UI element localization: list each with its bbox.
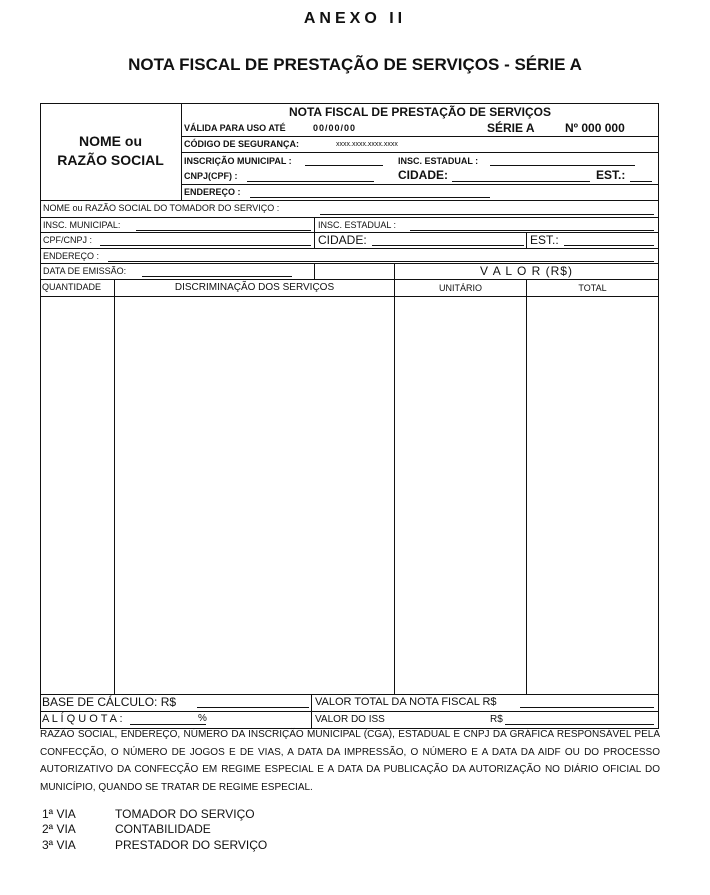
issuer-endereco-label: ENDEREÇO : bbox=[184, 187, 241, 197]
tomador-insc-estadual-label: INSC. ESTADUAL : bbox=[318, 220, 397, 230]
tomador-cpf-label: CPF/CNPJ : bbox=[43, 235, 93, 245]
security-code-label: CÓDIGO DE SEGURANÇA: bbox=[184, 139, 300, 149]
valor-iss-label: VALOR DO ISS bbox=[315, 714, 385, 725]
name-label-1: NOME ou bbox=[79, 133, 142, 149]
data-emissao-label: DATA DE EMISSÃO: bbox=[43, 266, 127, 276]
column-total: TOTAL bbox=[578, 283, 607, 293]
via-3-label: PRESTADOR DO SERVIÇO bbox=[115, 838, 268, 852]
issuer-insc-estadual-line[interactable] bbox=[490, 165, 635, 166]
tomador-cidade-label: CIDADE: bbox=[318, 233, 367, 247]
valor-iss-currency: R$ bbox=[490, 714, 503, 725]
issuer-cnpj-label: CNPJ(CPF) : bbox=[184, 171, 238, 181]
tomador-row-line-1 bbox=[40, 217, 659, 218]
aliquota-line[interactable] bbox=[130, 724, 206, 725]
aliquota-percent: % bbox=[198, 713, 207, 724]
issuer-insc-estadual-label: INSC. ESTADUAL : bbox=[398, 156, 479, 166]
services-area-discriminacao[interactable] bbox=[115, 297, 394, 694]
tomador-name-label: NOME ou RAZÃO SOCIAL DO TOMADOR DO SERVIÇO : bbox=[43, 203, 280, 213]
header-line-2 bbox=[182, 152, 659, 153]
bottom-line-2 bbox=[40, 711, 659, 712]
invoice-number: Nº 000 000 bbox=[565, 121, 625, 135]
tomador-cpf-line[interactable] bbox=[100, 245, 311, 246]
tomador-est-divider bbox=[526, 232, 527, 248]
services-area-unitario[interactable] bbox=[395, 297, 526, 694]
tomador-endereco-label: ENDEREÇO : bbox=[43, 251, 100, 261]
valor-total-line[interactable] bbox=[520, 707, 654, 708]
document-title: NOTA FISCAL DE PRESTAÇÃO DE SERVIÇOS - SÉRIE A bbox=[128, 55, 582, 74]
valor-iss-line[interactable] bbox=[505, 724, 654, 725]
via-1-number: 1ª VIA bbox=[42, 807, 76, 821]
valid-label: VÁLIDA PARA USO ATÉ bbox=[184, 123, 286, 133]
via-1-label: TOMADOR DO SERVIÇO bbox=[115, 807, 255, 821]
services-area-quantidade[interactable] bbox=[41, 297, 114, 694]
tomador-est-line[interactable] bbox=[564, 245, 654, 246]
via-2-number: 2ª VIA bbox=[42, 822, 76, 836]
base-calculo-label: BASE DE CÁLCULO: R$ bbox=[42, 695, 177, 709]
via-2-label: CONTABILIDADE bbox=[115, 822, 211, 836]
issuer-insc-municipal-label: INSCRIÇÃO MUNICIPAL : bbox=[184, 156, 292, 166]
tomador-row-line-5 bbox=[40, 279, 659, 280]
via-3-number: 3ª VIA bbox=[42, 838, 76, 852]
tomador-insc-municipal-label: INSC. MUNICIPAL: bbox=[43, 220, 121, 230]
security-code-value: xxxx.xxxx.xxxx.xxxx bbox=[336, 141, 398, 148]
base-calculo-line[interactable] bbox=[197, 707, 309, 708]
valid-value: 00/00/00 bbox=[313, 123, 357, 133]
tomador-insc-estadual-line[interactable] bbox=[410, 230, 654, 231]
tomador-endereco-line[interactable] bbox=[108, 261, 654, 262]
aliquota-label: A L Í Q U O T A : bbox=[42, 713, 123, 725]
form-border-top bbox=[40, 103, 659, 104]
printer-info-note: RAZÃO SOCIAL, ENDEREÇO, NÚMERO DA INSCRIÇÃO MUNICIPAL (CGA), ESTADUAL E CNPJ DA GRÁFICA RESPONSÁVEL PELA CONFECÇÃO, O NÚMERO DE JOGOS E DE VIAS, A DATA DA IMPRESSÃO, O NÚMERO E A DATA DA AIDF OU DO PROCESSO AUTORIZATIVO DA CONFECÇÃO EM REGIME ESPECIAL E A DATA DA PUBLICAÇÃO DA AUTORIZAÇÃO NO DIÁRIO OFICIAL DO MUNICÍPIO, QUANDO SE TRATAR DE REGIME ESPECIAL. bbox=[40, 729, 660, 793]
name-label-2: RAZÃO SOCIAL bbox=[57, 152, 164, 168]
issuer-est-line[interactable] bbox=[630, 181, 652, 182]
header-bottom-line bbox=[40, 200, 659, 201]
issuer-est-label: EST.: bbox=[596, 168, 626, 182]
services-area-total[interactable] bbox=[527, 297, 658, 694]
valor-header-label: V A L O R (R$) bbox=[480, 264, 573, 278]
column-discriminacao: DISCRIMINAÇÃO DOS SERVIÇOS bbox=[174, 282, 335, 293]
column-quantidade: QUANTIDADE bbox=[42, 282, 102, 292]
serie-label: SÉRIE A bbox=[487, 121, 535, 135]
header-line-3 bbox=[182, 184, 659, 185]
form-border-right bbox=[658, 103, 659, 729]
date-box-divider bbox=[314, 263, 315, 279]
tomador-name-line[interactable] bbox=[320, 214, 654, 215]
annex-title: ANEXO II bbox=[303, 10, 407, 27]
issuer-cidade-line[interactable] bbox=[452, 181, 590, 182]
issuer-cidade-label: CIDADE: bbox=[398, 168, 448, 182]
issuer-cnpj-line[interactable] bbox=[247, 181, 374, 182]
tomador-est-label: EST.: bbox=[530, 233, 559, 247]
data-emissao-line[interactable] bbox=[142, 276, 292, 277]
tomador-row-line-3 bbox=[40, 248, 659, 249]
column-unitario: UNITÁRIO bbox=[438, 283, 482, 293]
tomador-cidade-line[interactable] bbox=[372, 245, 524, 246]
issuer-endereco-line[interactable] bbox=[250, 197, 490, 198]
nf-header-title: NOTA FISCAL DE PRESTAÇÃO DE SERVIÇOS bbox=[288, 105, 552, 119]
issuer-insc-municipal-line[interactable] bbox=[305, 165, 383, 166]
header-line-1 bbox=[182, 136, 659, 137]
tomador-mid-divider-1 bbox=[314, 217, 315, 249]
tomador-insc-municipal-line[interactable] bbox=[136, 230, 311, 231]
valor-total-label: VALOR TOTAL DA NOTA FISCAL R$ bbox=[315, 696, 497, 708]
